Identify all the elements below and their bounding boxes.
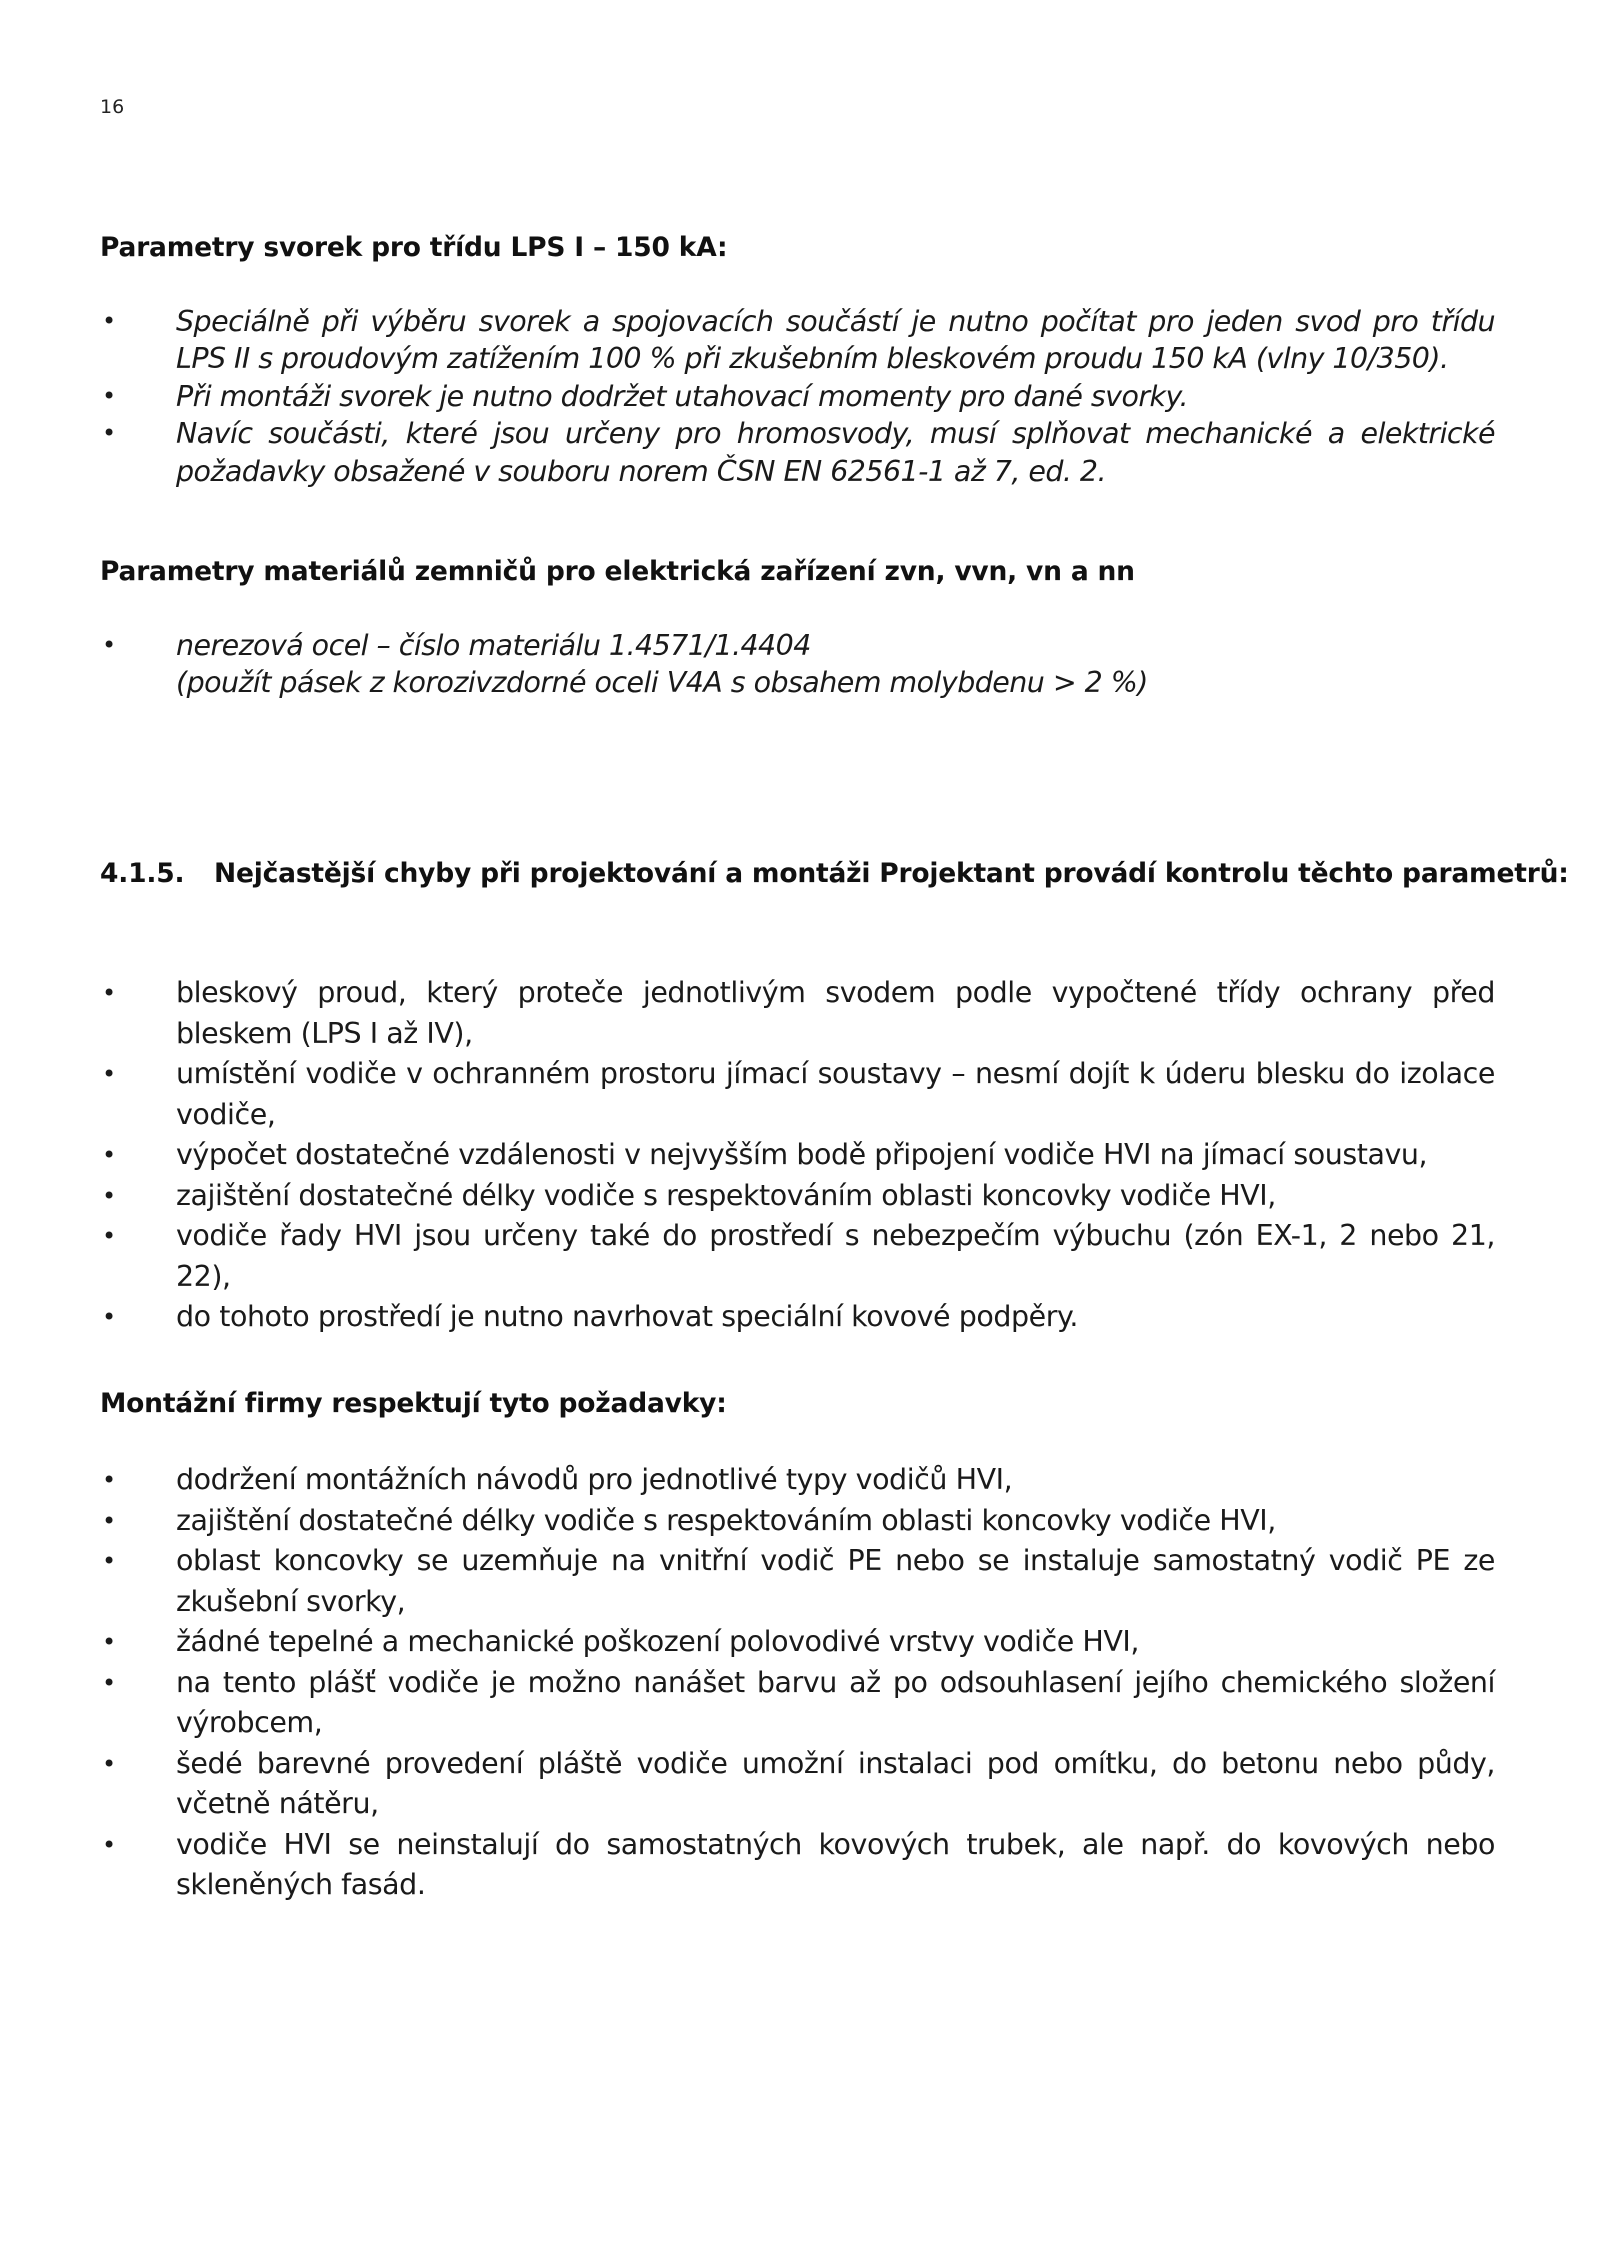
list-item: • do tohoto prostředí je nutno navrhovat speciální kovové podpěry.	[100, 1297, 1495, 1338]
bullet-icon: •	[102, 1303, 116, 1331]
heading-common-errors	[100, 858, 1569, 889]
heading-clamp-parameters: Parametry svorek pro třídu LPS I – 150 kA:	[100, 232, 728, 263]
list-item: • Navíc součásti, které jsou určeny pro hromosvody, musí splňovat mechanické a elektrické požadavky obsažené v souboru norem ČSN EN 62561-1 až 7, ed. 2.	[102, 417, 1495, 488]
list-item: • vodiče HVI se neinstalují do samostatných kovových trubek, ale např. do kovových nebo skleněných fasád.	[100, 1825, 1495, 1906]
bullet-icon: •	[102, 979, 116, 1007]
bullet-icon: •	[102, 419, 116, 448]
bullet-icon: •	[102, 1547, 116, 1575]
list-item: • zajištění dostatečné délky vodiče s respektováním oblasti koncovky vodiče HVI,	[100, 1176, 1495, 1217]
list-item: • bleskový proud, který proteče jednotlivým svodem podle vypočtené třídy ochrany před bleskem (LPS I až IV),	[100, 973, 1495, 1054]
bullet-icon: •	[102, 1506, 116, 1535]
bullet-icon: •	[102, 307, 116, 335]
list-item: • na tento plášť vodiče je možno nanášet barvu až po odsouhlasení jejího chemického složení výrobcem,	[100, 1663, 1495, 1744]
section-title: Nejčastější chyby při projektování a montáži Projektant provádí kontrolu těchto parametrů:	[214, 858, 1569, 889]
bullet-icon: •	[102, 381, 116, 410]
bullet-icon: •	[102, 631, 116, 659]
bullet-icon: •	[102, 1222, 116, 1250]
heading-earthing-materials: Parametry materiálů zemničů pro elektrická zařízení zvn, vvn, vn a nn	[100, 556, 1135, 587]
list-item: • umístění vodiče v ochranném prostoru jímací soustavy – nesmí dojít k úderu blesku do izolace vodiče,	[100, 1054, 1495, 1135]
bullet-icon: •	[102, 1060, 116, 1088]
list-earthing-materials	[100, 627, 1495, 702]
bullet-icon: •	[102, 1830, 116, 1859]
list-item: • vodiče řady HVI jsou určeny také do prostředí s nebezpečím výbuchu (zón EX-1, 2 nebo 21, 22),	[100, 1216, 1495, 1297]
bullet-icon: •	[102, 1628, 116, 1656]
list-item: • Speciálně při výběru svorek a spojovacích součástí je nutno počítat pro jeden svod pro třídu LPS II s proudovým zatížením 100 % při zkušebním bleskovém proudu 150 kA (vlny 10/350).	[102, 305, 1495, 376]
bullet-icon: •	[102, 1181, 116, 1210]
list-installer-requirements	[100, 1460, 1495, 1906]
earthing-line-1: nerezová ocel – číslo materiálu 1.4571/1.4404	[176, 629, 811, 662]
list-item: • zajištění dostatečné délky vodiče s respektováním oblasti koncovky vodiče HVI,	[100, 1501, 1495, 1542]
list-clamp-parameters	[100, 303, 1495, 490]
list-item: • oblast koncovky se uzemňuje na vnitřní vodič PE nebo se instaluje samostatný vodič PE ze zkušební svorky,	[100, 1541, 1495, 1622]
bullet-icon: •	[102, 1668, 116, 1697]
list-item: • Při montáži svorek je nutno dodržet utahovací momenty pro dané svorky.	[100, 378, 1495, 415]
bullet-icon: •	[102, 1466, 116, 1494]
section-number: 4.1.5.	[100, 858, 185, 889]
page-number: 16	[100, 96, 125, 118]
list-item: • výpočet dostatečné vzdálenosti v nejvyšším bodě připojení vodiče HVI na jímací soustavu,	[100, 1135, 1495, 1176]
list-item: • šedé barevné provedení pláště vodiče umožní instalaci pod omítku, do betonu nebo půdy, včetně nátěru,	[100, 1744, 1495, 1825]
list-item	[100, 627, 1495, 702]
list-item: • žádné tepelné a mechanické poškození polovodivé vrstvy vodiče HVI,	[100, 1622, 1495, 1663]
earthing-line-2: (použít pásek z korozivzdorné oceli V4A s obsahem molybdenu > 2 %)	[176, 666, 1148, 700]
list-item: • dodržení montážních návodů pro jednotlivé typy vodičů HVI,	[100, 1460, 1495, 1501]
bullet-icon: •	[102, 1749, 116, 1778]
bullet-icon: •	[102, 1141, 116, 1169]
heading-installer-requirements: Montážní firmy respektují tyto požadavky:	[100, 1388, 727, 1419]
list-common-errors	[100, 973, 1495, 1338]
